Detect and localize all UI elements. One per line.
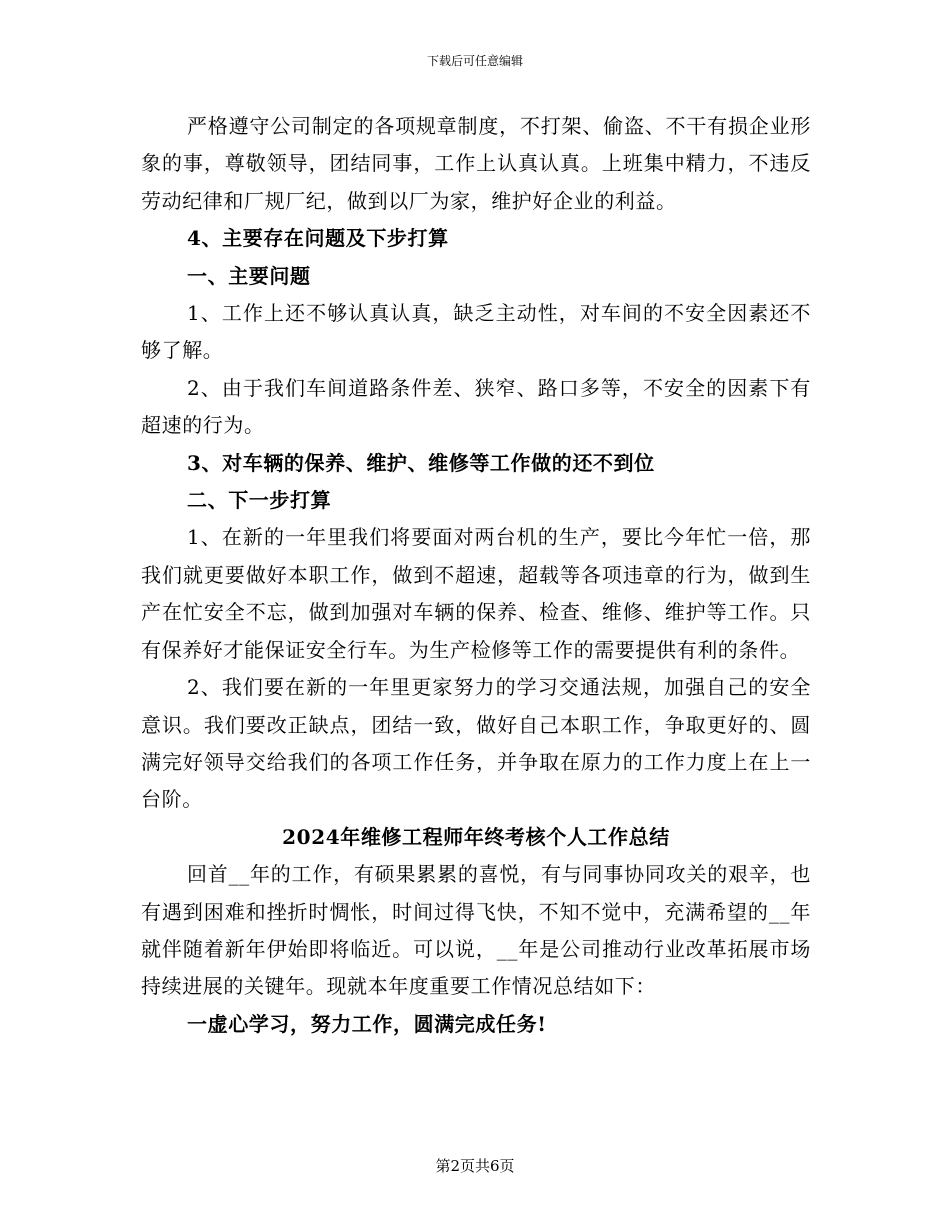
section-heading-problems-plans: 4、主要存在问题及下步打算 (187, 226, 449, 251)
paragraph-review: 回首__年的工作，有硕果累累的喜悦，有与同事协同攻关的艰辛，也有遇到困难和挫折时惆怅，时间过得飞快，不知不觉中，充满希望的__年就伴随着新年伊始即将临近。可以说，__年是公司推动行业改革拓展市场持续进展的关键年。现就本年度重要工作情况总结如下： (141, 862, 811, 999)
heading-problem-3: 3、对车辆的保养、维护、维修等工作做的还不到位 (187, 450, 655, 475)
document-title: 2024年维修工程师年终考核个人工作总结 (282, 824, 670, 849)
page-header: 下载后可任意编辑 (426, 54, 523, 68)
subheading-main-problems: 一、主要问题 (187, 263, 311, 288)
page-footer: 第2页共6页 (435, 1157, 515, 1175)
subheading-next-steps: 二、下一步打算 (187, 488, 332, 513)
paragraph-problem-1: 1、工作上还不够认真认真，缺乏主动性，对车间的不安全因素还不够了解。 (141, 301, 811, 363)
paragraph-problem-2: 2、由于我们车间道路条件差、狭窄、路口多等，不安全的因素下有超速的行为。 (141, 375, 811, 438)
document-body (141, 108, 811, 1043)
heading-learning: 一虚心学习，努力工作，圆满完成任务! (187, 1011, 547, 1036)
paragraph-plan-2: 2、我们要在新的一年里更家努力的学习交通法规，加强自己的安全意识。我们要改正缺点，团结一致，做好自己本职工作，争取更好的、圆满完好领导交给我们的各项工作任务，并争取在原力的工作力度上在上一台阶。 (141, 675, 811, 812)
paragraph-discipline: 严格遵守公司制定的各项规章制度，不打架、偷盗、不干有损企业形象的事，尊敬领导，团结同事，工作上认真认真。上班集中精力，不违反劳动纪律和厂规厂纪，做到以厂为家，维护好企业的利益。 (141, 114, 811, 213)
paragraph-plan-1: 1、在新的一年里我们将要面对两台机的生产，要比今年忙一倍，那我们就更要做好本职工作，做到不超速，超载等各项违章的行为，做到生产在忙安全不忘，做到加强对车辆的保养、检查、维修、维护等工作。只有保养好才能保证安全行车。为生产检修等工作的需要提供有利的条件。 (141, 525, 811, 662)
